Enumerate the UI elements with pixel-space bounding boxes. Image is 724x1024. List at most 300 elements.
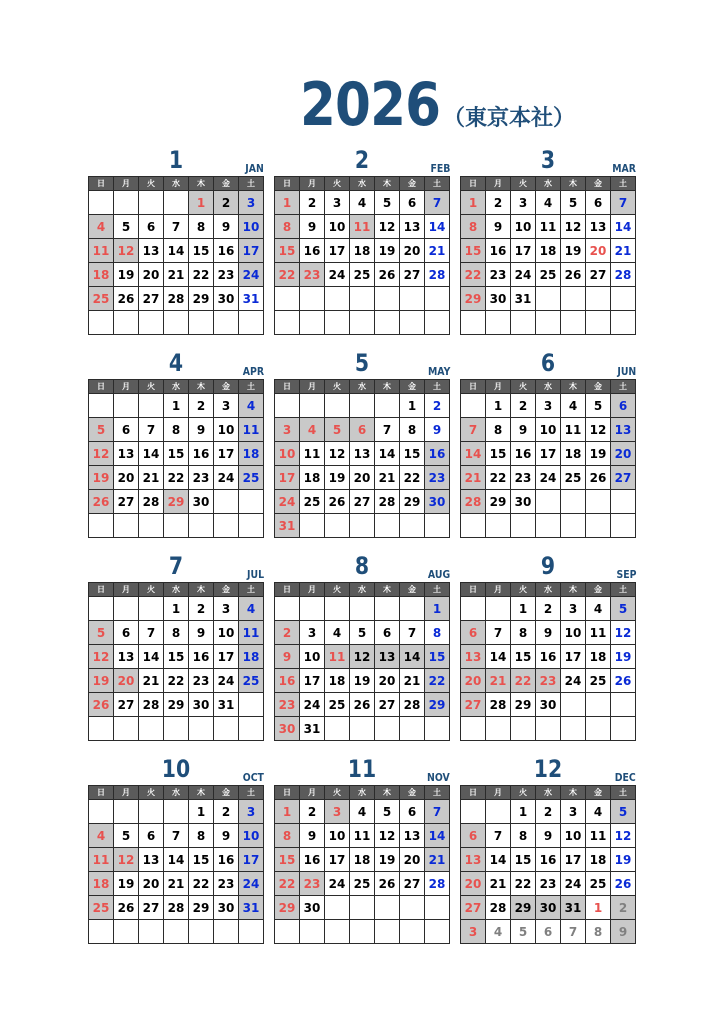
day-cell: 16 (425, 442, 450, 466)
day-cell: 27 (139, 287, 164, 311)
day-cell: 18 (239, 645, 264, 669)
day-cell: 27 (586, 263, 611, 287)
day-cell: 30 (214, 287, 239, 311)
day-cell (461, 394, 486, 418)
day-cell: 3 (239, 191, 264, 215)
day-cell (425, 717, 450, 741)
month-jun (460, 349, 636, 545)
day-cell (239, 490, 264, 514)
day-cell: 17 (239, 239, 264, 263)
day-cell: 9 (611, 920, 636, 944)
month-header (88, 552, 264, 582)
day-cell: 14 (486, 645, 511, 669)
day-cell: 7 (425, 800, 450, 824)
day-cell: 21 (375, 466, 400, 490)
day-cell: 6 (139, 215, 164, 239)
weekday-label: 水 (536, 380, 561, 394)
day-cell: 10 (214, 621, 239, 645)
day-cell (325, 717, 350, 741)
day-cell: 24 (325, 263, 350, 287)
day-cell (536, 514, 561, 538)
day-cell: 2 (536, 597, 561, 621)
day-cell: 7 (561, 920, 586, 944)
weekday-label: 日 (461, 380, 486, 394)
day-cell (511, 311, 536, 335)
day-cell: 21 (486, 872, 511, 896)
day-cell (139, 920, 164, 944)
weekday-label: 金 (400, 583, 425, 597)
day-cell: 15 (275, 848, 300, 872)
day-cell (561, 693, 586, 717)
day-cell: 11 (89, 848, 114, 872)
day-cell: 13 (611, 418, 636, 442)
weekday-header-row (461, 380, 636, 394)
month-may (274, 349, 450, 545)
day-cell: 26 (561, 263, 586, 287)
weekday-label: 日 (89, 583, 114, 597)
weekday-label: 土 (611, 786, 636, 800)
weekday-label: 土 (425, 786, 450, 800)
day-cell: 9 (189, 418, 214, 442)
week-row (275, 394, 450, 418)
day-cell: 9 (511, 418, 536, 442)
weekday-label: 火 (139, 380, 164, 394)
day-cell: 5 (114, 215, 139, 239)
day-cell (139, 191, 164, 215)
day-cell: 12 (114, 848, 139, 872)
day-cell: 15 (461, 239, 486, 263)
month-table (460, 785, 636, 944)
week-row (89, 896, 264, 920)
week-row (275, 669, 450, 693)
weekday-label: 水 (350, 583, 375, 597)
day-cell: 28 (164, 287, 189, 311)
day-cell (325, 920, 350, 944)
day-cell: 28 (139, 693, 164, 717)
day-cell: 14 (461, 442, 486, 466)
day-cell: 6 (611, 394, 636, 418)
day-cell: 16 (189, 442, 214, 466)
weekday-label: 水 (350, 177, 375, 191)
day-cell: 24 (511, 263, 536, 287)
weekday-header-row (89, 177, 264, 191)
weekday-label: 水 (350, 380, 375, 394)
week-row (275, 418, 450, 442)
day-cell: 13 (139, 239, 164, 263)
day-cell (561, 514, 586, 538)
day-cell: 22 (275, 263, 300, 287)
day-cell: 1 (400, 394, 425, 418)
week-row (461, 621, 636, 645)
day-cell: 2 (425, 394, 450, 418)
weekday-header-row (461, 583, 636, 597)
day-cell: 7 (164, 215, 189, 239)
weekday-label: 火 (325, 177, 350, 191)
weekday-label: 木 (189, 380, 214, 394)
month-header (274, 146, 450, 176)
day-cell: 28 (375, 490, 400, 514)
day-cell: 25 (536, 263, 561, 287)
week-row (275, 693, 450, 717)
month-number: 8 (354, 552, 370, 580)
day-cell: 1 (164, 394, 189, 418)
day-cell: 7 (486, 621, 511, 645)
month-abbreviation: APR (242, 365, 264, 378)
day-cell: 2 (275, 621, 300, 645)
day-cell: 16 (214, 848, 239, 872)
weekday-label: 火 (511, 177, 536, 191)
month-header (274, 755, 450, 785)
day-cell: 11 (89, 239, 114, 263)
month-abbreviation: MAY (427, 365, 450, 378)
day-cell: 4 (486, 920, 511, 944)
month-sep (460, 552, 636, 748)
day-cell: 12 (611, 621, 636, 645)
weekday-header-row (275, 177, 450, 191)
day-cell: 31 (300, 717, 325, 741)
day-cell: 8 (189, 215, 214, 239)
week-row (89, 287, 264, 311)
week-row (461, 514, 636, 538)
day-cell: 17 (239, 848, 264, 872)
day-cell: 7 (611, 191, 636, 215)
day-cell: 4 (89, 824, 114, 848)
day-cell: 26 (325, 490, 350, 514)
month-table (88, 176, 264, 335)
day-cell: 27 (114, 693, 139, 717)
day-cell: 19 (114, 263, 139, 287)
day-cell: 24 (239, 872, 264, 896)
months-grid (88, 146, 636, 951)
weekday-label: 土 (611, 583, 636, 597)
day-cell: 11 (586, 824, 611, 848)
day-cell: 12 (89, 645, 114, 669)
day-cell (239, 311, 264, 335)
week-row (275, 239, 450, 263)
month-number: 6 (540, 349, 556, 377)
week-row (461, 394, 636, 418)
day-cell: 13 (400, 215, 425, 239)
day-cell (139, 311, 164, 335)
day-cell: 8 (425, 621, 450, 645)
day-cell (275, 287, 300, 311)
day-cell (611, 287, 636, 311)
day-cell (561, 311, 586, 335)
month-header (460, 146, 636, 176)
day-cell (239, 514, 264, 538)
week-row (275, 287, 450, 311)
day-cell: 3 (275, 418, 300, 442)
day-cell: 5 (325, 418, 350, 442)
month-header (274, 349, 450, 379)
day-cell (350, 311, 375, 335)
day-cell (164, 717, 189, 741)
day-cell: 8 (511, 621, 536, 645)
day-cell: 9 (300, 824, 325, 848)
day-cell (300, 394, 325, 418)
day-cell (114, 800, 139, 824)
day-cell (375, 920, 400, 944)
day-cell: 15 (164, 442, 189, 466)
day-cell (214, 514, 239, 538)
month-header (460, 552, 636, 582)
day-cell (350, 717, 375, 741)
day-cell: 16 (275, 669, 300, 693)
day-cell: 6 (400, 800, 425, 824)
day-cell (114, 717, 139, 741)
day-cell: 27 (461, 693, 486, 717)
day-cell: 27 (375, 693, 400, 717)
weekday-label: 日 (89, 786, 114, 800)
day-cell (536, 311, 561, 335)
week-row (461, 872, 636, 896)
day-cell (425, 287, 450, 311)
month-jan (88, 146, 264, 342)
day-cell: 22 (164, 466, 189, 490)
day-cell: 17 (214, 645, 239, 669)
day-cell: 30 (511, 490, 536, 514)
weekday-label: 月 (486, 177, 511, 191)
day-cell: 23 (275, 693, 300, 717)
week-row (275, 466, 450, 490)
day-cell (586, 514, 611, 538)
day-cell (511, 514, 536, 538)
week-row (461, 466, 636, 490)
day-cell: 30 (536, 693, 561, 717)
day-cell: 22 (425, 669, 450, 693)
day-cell: 8 (275, 215, 300, 239)
weekday-header-row (275, 786, 450, 800)
day-cell (400, 597, 425, 621)
day-cell: 2 (189, 597, 214, 621)
day-cell: 26 (114, 896, 139, 920)
day-cell (325, 597, 350, 621)
day-cell: 17 (275, 466, 300, 490)
week-row (461, 920, 636, 944)
day-cell: 28 (486, 896, 511, 920)
day-cell (461, 597, 486, 621)
day-cell: 4 (536, 191, 561, 215)
day-cell: 2 (300, 800, 325, 824)
day-cell (586, 490, 611, 514)
week-row (275, 215, 450, 239)
day-cell (275, 311, 300, 335)
day-cell: 9 (214, 824, 239, 848)
day-cell (400, 896, 425, 920)
weekday-header-row (89, 583, 264, 597)
day-cell (350, 287, 375, 311)
weekday-label: 土 (239, 583, 264, 597)
day-cell: 7 (139, 621, 164, 645)
weekday-label: 月 (300, 380, 325, 394)
day-cell: 4 (325, 621, 350, 645)
day-cell (300, 311, 325, 335)
day-cell: 4 (561, 394, 586, 418)
day-cell: 28 (425, 872, 450, 896)
weekday-label: 月 (486, 380, 511, 394)
weekday-label: 火 (511, 786, 536, 800)
office-name: （東京本社） (443, 106, 576, 131)
day-cell: 27 (139, 896, 164, 920)
week-row (89, 872, 264, 896)
day-cell: 22 (189, 263, 214, 287)
day-cell: 6 (400, 191, 425, 215)
day-cell: 2 (214, 800, 239, 824)
day-cell: 13 (375, 645, 400, 669)
day-cell: 11 (350, 824, 375, 848)
week-row (461, 239, 636, 263)
month-abbreviation: JAN (245, 162, 264, 175)
day-cell (536, 717, 561, 741)
month-dec (460, 755, 636, 951)
weekday-label: 月 (114, 583, 139, 597)
day-cell: 1 (189, 191, 214, 215)
day-cell: 1 (511, 800, 536, 824)
day-cell (189, 311, 214, 335)
weekday-header-row (461, 177, 636, 191)
month-aug (274, 552, 450, 748)
day-cell: 21 (425, 239, 450, 263)
day-cell: 29 (425, 693, 450, 717)
day-cell (214, 717, 239, 741)
day-cell: 15 (400, 442, 425, 466)
day-cell (139, 800, 164, 824)
day-cell: 5 (586, 394, 611, 418)
day-cell: 15 (164, 645, 189, 669)
day-cell: 16 (486, 239, 511, 263)
day-cell: 12 (561, 215, 586, 239)
week-row (89, 824, 264, 848)
day-cell: 19 (114, 872, 139, 896)
day-cell: 5 (89, 621, 114, 645)
weekday-label: 土 (611, 380, 636, 394)
day-cell: 1 (164, 597, 189, 621)
day-cell: 16 (536, 848, 561, 872)
day-cell: 14 (425, 824, 450, 848)
day-cell: 4 (239, 394, 264, 418)
day-cell: 21 (139, 466, 164, 490)
day-cell (89, 597, 114, 621)
day-cell: 24 (536, 466, 561, 490)
day-cell (275, 394, 300, 418)
day-cell: 20 (114, 466, 139, 490)
day-cell (486, 311, 511, 335)
weekday-label: 土 (425, 380, 450, 394)
day-cell: 20 (461, 669, 486, 693)
day-cell: 16 (189, 645, 214, 669)
day-cell (461, 800, 486, 824)
day-cell: 18 (586, 645, 611, 669)
week-row (89, 418, 264, 442)
day-cell: 8 (400, 418, 425, 442)
day-cell: 10 (239, 824, 264, 848)
day-cell: 26 (89, 490, 114, 514)
day-cell: 9 (425, 418, 450, 442)
day-cell: 15 (511, 848, 536, 872)
day-cell: 10 (561, 621, 586, 645)
weekday-label: 月 (486, 583, 511, 597)
day-cell (89, 800, 114, 824)
day-cell: 2 (486, 191, 511, 215)
day-cell: 22 (511, 872, 536, 896)
weekday-label: 日 (461, 786, 486, 800)
day-cell: 24 (325, 872, 350, 896)
weekday-label: 水 (164, 177, 189, 191)
weekday-label: 金 (400, 786, 425, 800)
week-row (89, 263, 264, 287)
week-row (275, 621, 450, 645)
weekday-label: 月 (300, 177, 325, 191)
day-cell: 26 (375, 872, 400, 896)
weekday-label: 金 (214, 380, 239, 394)
weekday-label: 火 (139, 786, 164, 800)
week-row (461, 717, 636, 741)
day-cell: 30 (486, 287, 511, 311)
day-cell (511, 717, 536, 741)
week-row (461, 597, 636, 621)
day-cell: 28 (164, 896, 189, 920)
month-number: 4 (168, 349, 184, 377)
day-cell (214, 311, 239, 335)
day-cell: 9 (189, 621, 214, 645)
weekday-header-row (89, 786, 264, 800)
day-cell (561, 490, 586, 514)
day-cell: 6 (375, 621, 400, 645)
day-cell: 6 (536, 920, 561, 944)
day-cell: 30 (425, 490, 450, 514)
day-cell: 10 (325, 215, 350, 239)
day-cell (139, 514, 164, 538)
day-cell: 29 (461, 287, 486, 311)
day-cell: 4 (239, 597, 264, 621)
week-row (275, 717, 450, 741)
day-cell: 10 (214, 418, 239, 442)
day-cell: 6 (586, 191, 611, 215)
day-cell: 10 (239, 215, 264, 239)
day-cell: 12 (89, 442, 114, 466)
day-cell (400, 514, 425, 538)
day-cell: 11 (350, 215, 375, 239)
day-cell: 3 (461, 920, 486, 944)
day-cell: 24 (561, 872, 586, 896)
day-cell: 8 (586, 920, 611, 944)
day-cell: 15 (275, 239, 300, 263)
day-cell: 26 (611, 872, 636, 896)
day-cell: 30 (300, 896, 325, 920)
month-number: 1 (168, 146, 184, 174)
day-cell: 25 (300, 490, 325, 514)
weekday-header-row (275, 380, 450, 394)
weekday-label: 水 (164, 583, 189, 597)
day-cell: 18 (239, 442, 264, 466)
day-cell: 3 (300, 621, 325, 645)
day-cell (400, 920, 425, 944)
day-cell: 29 (164, 693, 189, 717)
weekday-label: 月 (486, 786, 511, 800)
weekday-label: 月 (300, 583, 325, 597)
week-row (461, 645, 636, 669)
day-cell: 10 (561, 824, 586, 848)
day-cell: 23 (511, 466, 536, 490)
week-row (275, 191, 450, 215)
day-cell: 1 (586, 896, 611, 920)
day-cell: 8 (275, 824, 300, 848)
week-row (89, 848, 264, 872)
day-cell (461, 311, 486, 335)
day-cell: 13 (139, 848, 164, 872)
month-table (88, 379, 264, 538)
day-cell (425, 311, 450, 335)
